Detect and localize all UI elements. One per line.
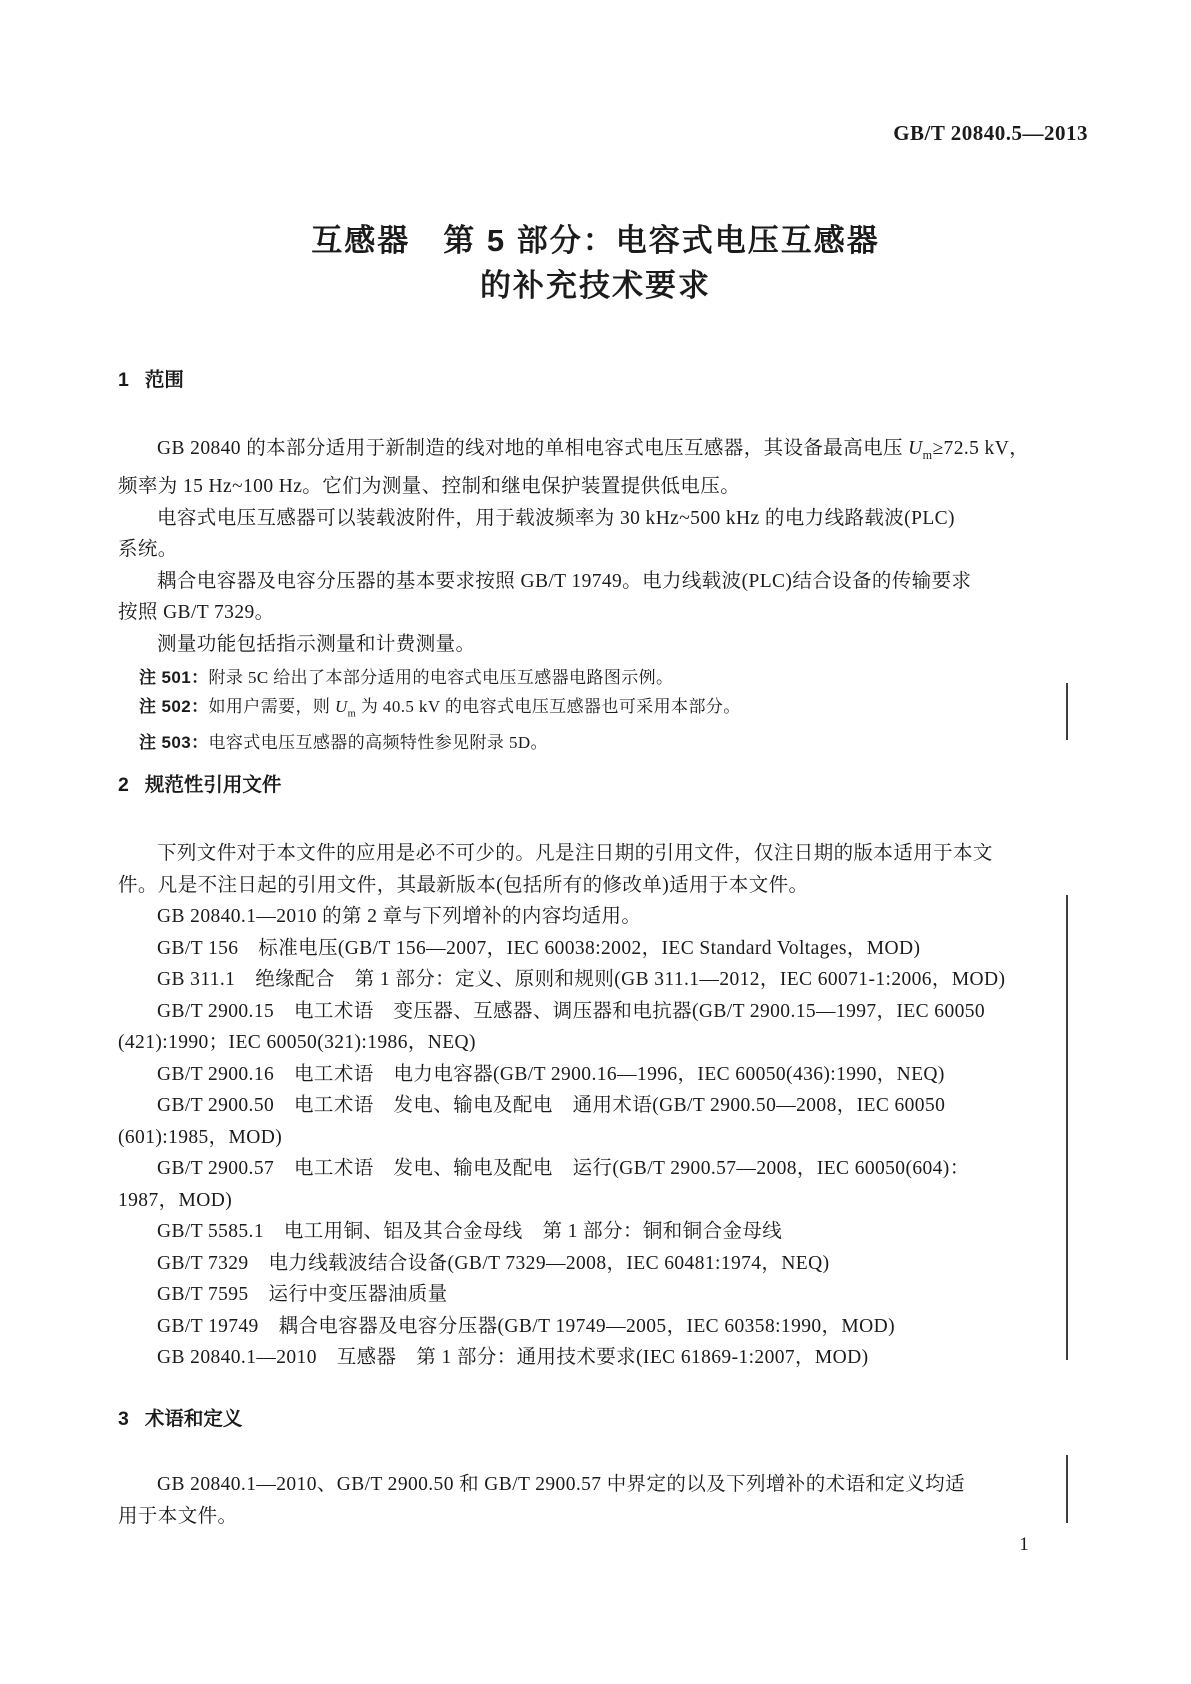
section-2-heading bbox=[118, 772, 1068, 798]
text-line: GB/T 2900.50 电工术语 发电、输电及配电 通用术语(GB/T 2900.50—2008，IEC 60050 bbox=[157, 1095, 946, 1116]
text-line: GB 20840.1—2010 互感器 第 1 部分：通用技术要求(IEC 61869-1:2007，MOD) bbox=[157, 1347, 869, 1368]
text-line: GB 20840 的本部分适用于新制造的线对地的单相电容式电压互感器，其设备最高电压 $U_m\ge 72.5$ kV， bbox=[157, 438, 1030, 462]
section-2-title: 规范性引用文件 bbox=[144, 774, 282, 796]
text-line: 频率为 15 Hz~100 Hz。它们为测量、控制和继电保护装置提供低电压。 bbox=[118, 476, 741, 498]
text-line: GB 311.1 绝缘配合 第 1 部分：定义、原则和规则(GB 311.1—2012，IEC 60071-1:2006，MOD) bbox=[157, 969, 1006, 990]
text-line: (421):1990；IEC 60050(321):1986，NEQ) bbox=[118, 1032, 476, 1053]
text-line: 下列文件对于本文件的应用是必不可少的。凡是注日期的引用文件，仅注日期的版本适用于本文 bbox=[157, 843, 993, 864]
text-line: GB/T 2900.15 电工术语 变压器、互感器、调压器和电抗器(GB/T 2900.15—1997，IEC 60050 bbox=[157, 1000, 986, 1022]
section-1-notes bbox=[118, 663, 1068, 757]
title-line-2: 的补充技术要求 bbox=[480, 268, 711, 303]
revision-bar-notes bbox=[1066, 683, 1068, 740]
revision-bar-terms bbox=[1066, 1455, 1068, 1523]
title-line-1: 互感器 第 5 部分：电容式电压互感器 bbox=[311, 223, 880, 258]
page-number: 1 bbox=[1019, 1534, 1029, 1555]
text-line: 测量功能包括指示测量和计费测量。 bbox=[157, 633, 476, 655]
section-3-body bbox=[118, 1469, 1068, 1532]
text-line: 用于本文件。 bbox=[118, 1505, 238, 1527]
text-line: 电容式电压互感器可以装载波附件，用于载波频率为 30 kHz~500 kHz 的电力线路载波(PLC) bbox=[157, 507, 955, 529]
text-line: GB 20840.1—2010 的第 2 章与下列增补的内容均适用。 bbox=[157, 906, 642, 927]
text-line: GB/T 5585.1 电工用铜、铝及其合金母线 第 1 部分：铜和铜合金母线 bbox=[157, 1221, 783, 1242]
text-line: 件。凡是不注日起的引用文件，其最新版本(包括所有的修改单)适用于本文件。 bbox=[118, 874, 809, 896]
text-line: GB 20840.1—2010、GB/T 2900.50 和 GB/T 2900.57 中界定的以及下列增补的术语和定义均适 bbox=[157, 1474, 965, 1495]
section-2-intro bbox=[118, 838, 1068, 901]
text-line: GB/T 7329 电力线载波结合设备(GB/T 7329—2008，IEC 60481:1974，NEQ) bbox=[157, 1252, 830, 1274]
text-line: GB/T 2900.57 电工术语 发电、输电及配电 运行(GB/T 2900.57—2008，IEC 60050(604)： bbox=[157, 1158, 970, 1179]
text-line: GB/T 2900.16 电工术语 电力电容器(GB/T 2900.16—1996，IEC 60050(436):1990，NEQ) bbox=[157, 1063, 945, 1085]
section-2-number: 2 bbox=[118, 774, 129, 796]
text-line: 注 501：附录 5C 给出了本部分适用的电容式电压互感器电路图示例。 bbox=[139, 668, 674, 687]
text-line: 注 502：如用户需要，则 $U_m$ 为 40.5 kV 的电容式电压互感器也可采用本部分。 bbox=[139, 697, 741, 720]
section-1-title: 范围 bbox=[144, 369, 184, 391]
text-line: GB/T 19749 耦合电容器及电容分压器(GB/T 19749—2005，IEC 60358:1990，MOD) bbox=[157, 1315, 896, 1337]
section-3-heading bbox=[118, 1406, 1068, 1432]
header-standard-code: GB/T 20840.5—2013 bbox=[893, 121, 1088, 145]
text-line: 1987，MOD) bbox=[118, 1189, 233, 1211]
text-line: GB/T 7595 运行中变压器油质量 bbox=[157, 1284, 448, 1305]
section-2-references bbox=[118, 901, 1068, 1374]
document-title bbox=[0, 218, 1191, 308]
section-1-heading bbox=[118, 367, 1068, 393]
text-line: 注 503：电容式电压互感器的高频特性参见附录 5D。 bbox=[139, 733, 548, 753]
text-line: GB/T 156 标准电压(GB/T 156—2007，IEC 60038:2002，IEC Standard Voltages，MOD) bbox=[157, 937, 921, 959]
revision-bar-references bbox=[1066, 895, 1068, 1360]
text-line: (601):1985，MOD) bbox=[118, 1126, 283, 1148]
text-line: 耦合电容器及电容分压器的基本要求按照 GB/T 19749。电力线载波(PLC)结合设备的传输要求 bbox=[157, 570, 972, 592]
section-3-title: 术语和定义 bbox=[144, 1408, 243, 1430]
section-1-number: 1 bbox=[118, 369, 129, 391]
section-1-body bbox=[118, 433, 1068, 660]
section-3-number: 3 bbox=[118, 1408, 129, 1430]
text-line: 按照 GB/T 7329。 bbox=[118, 602, 275, 624]
text-line: 系统。 bbox=[118, 539, 178, 561]
